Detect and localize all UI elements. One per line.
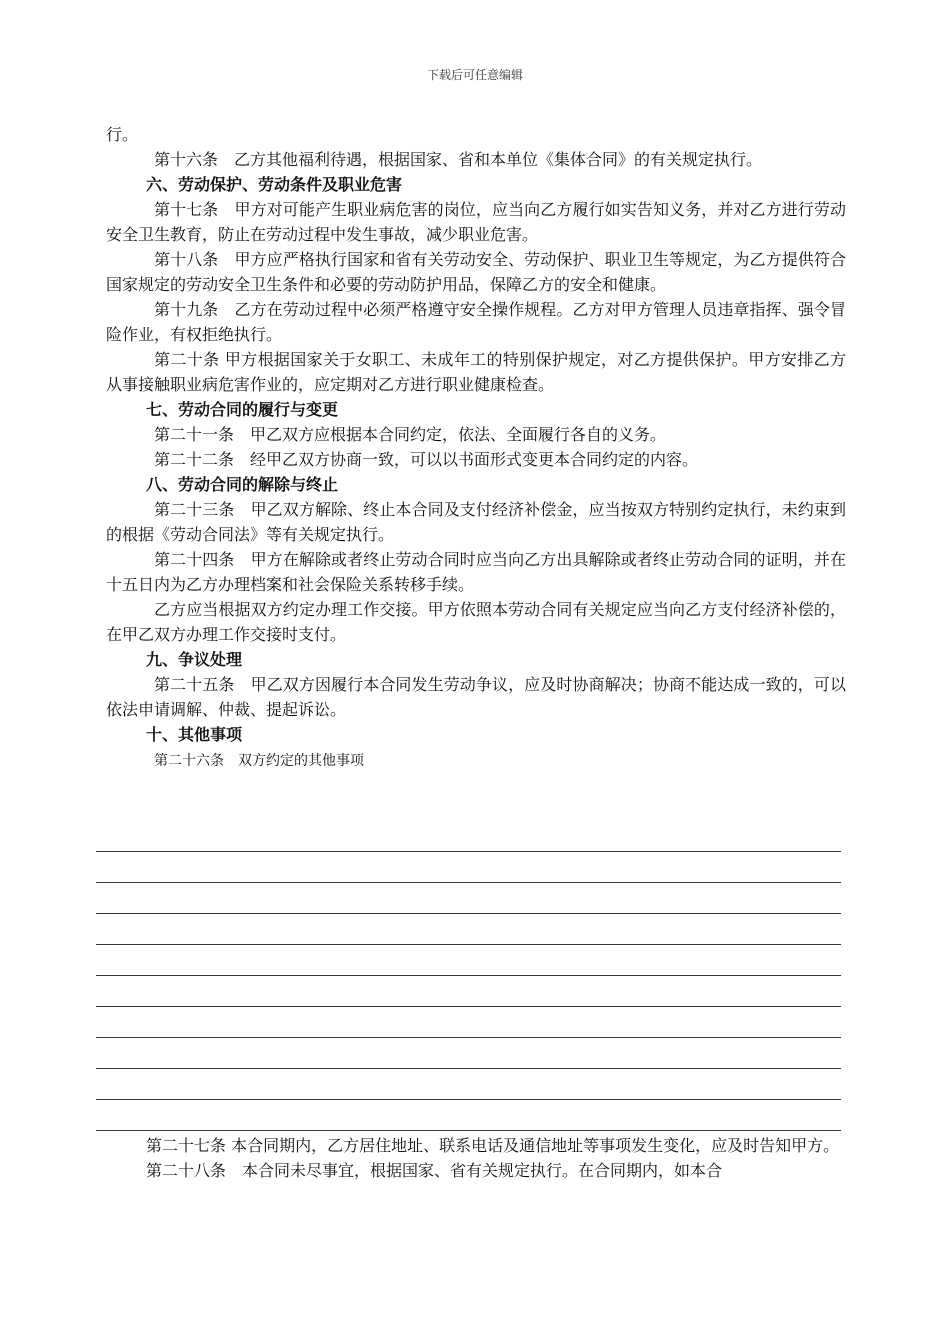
blank-line [96,1037,841,1068]
article-16: 第十六条 乙方其他福利待遇，根据国家、省和本单位《集体合同》的有关规定执行。 [154,150,763,169]
section-heading-10: 十、其他事项 [146,725,243,744]
blank-line [96,944,841,975]
blank-lines-area [96,851,841,1161]
article-21: 第二十一条 甲乙双方应根据本合同约定，依法、全面履行各自的义务。 [154,425,667,444]
blank-line [96,882,841,913]
blank-line [96,1068,841,1099]
contract-body [106,122,846,774]
article-20: 第二十条 甲方根据国家关于女职工、未成年工的特别保护规定，对乙方提供保护。甲方安排乙方从事接触职业病危害作业的，应定期对乙方进行职业健康检查。 [106,350,846,394]
paragraph-continuation: 行。 [106,125,139,144]
article-25: 第二十五条 甲乙双方因履行本合同发生劳动争议，应及时协商解决；协商不能达成一致的，可以依法申请调解、仲裁、提起诉讼。 [106,675,846,719]
page-header: 下载后可任意编辑 [426,68,523,82]
article-26-text: 第二十六条 双方约定的其他事项 [154,753,364,769]
article-24-handover: 乙方应当根据双方约定办理工作交接。甲方依照本劳动合同有关规定应当向乙方支付经济补偿的，在甲乙双方办理工作交接时支付。 [106,600,846,644]
section-heading-8: 八、劳动合同的解除与终止 [146,475,339,494]
blank-line [96,1099,841,1130]
article-19: 第十九条 乙方在劳动过程中必须严格遵守安全操作规程。乙方对甲方管理人员违章指挥、强令冒险作业，有权拒绝执行。 [106,300,846,344]
section-heading-6: 六、劳动保护、劳动条件及职业危害 [146,175,403,194]
blank-line [96,913,841,944]
article-22: 第二十二条 经甲乙双方协商一致，可以以书面形式变更本合同约定的内容。 [154,450,699,469]
contract-body-continued [106,1133,846,1183]
article-17: 第十七条 甲方对可能产生职业病危害的岗位，应当向乙方履行如实告知义务，并对乙方进行劳动安全卫生教育，防止在劳动过程中发生事故，减少职业危害。 [106,200,846,244]
section-heading-9: 九、争议处理 [146,650,243,669]
article-24: 第二十四条 甲方在解除或者终止劳动合同时应当向乙方出具解除或者终止劳动合同的证明，并在十五日内为乙方办理档案和社会保险关系转移手续。 [106,550,846,594]
article-26 [106,747,846,774]
section-heading-7: 七、劳动合同的履行与变更 [146,400,339,419]
article-28: 第二十八条 本合同未尽事宜，根据国家、省有关规定执行。在合同期内，如本合 [146,1161,723,1180]
blank-line [96,851,841,882]
article-18: 第十八条 甲方应严格执行国家和省有关劳动安全、劳动保护、职业卫生等规定，为乙方提供符合国家规定的劳动安全卫生条件和必要的劳动防护用品，保障乙方的安全和健康。 [106,250,846,294]
blank-line [96,1006,841,1037]
article-23: 第二十三条 甲乙双方解除、终止本合同及支付经济补偿金，应当按双方特别约定执行，未约束到的根据《劳动合同法》等有关规定执行。 [106,500,846,544]
article-27: 第二十七条 本合同期内，乙方居住地址、联系电话及通信地址等事项发生变化，应及时告知甲方。 [146,1136,840,1155]
blank-line [96,975,841,1006]
